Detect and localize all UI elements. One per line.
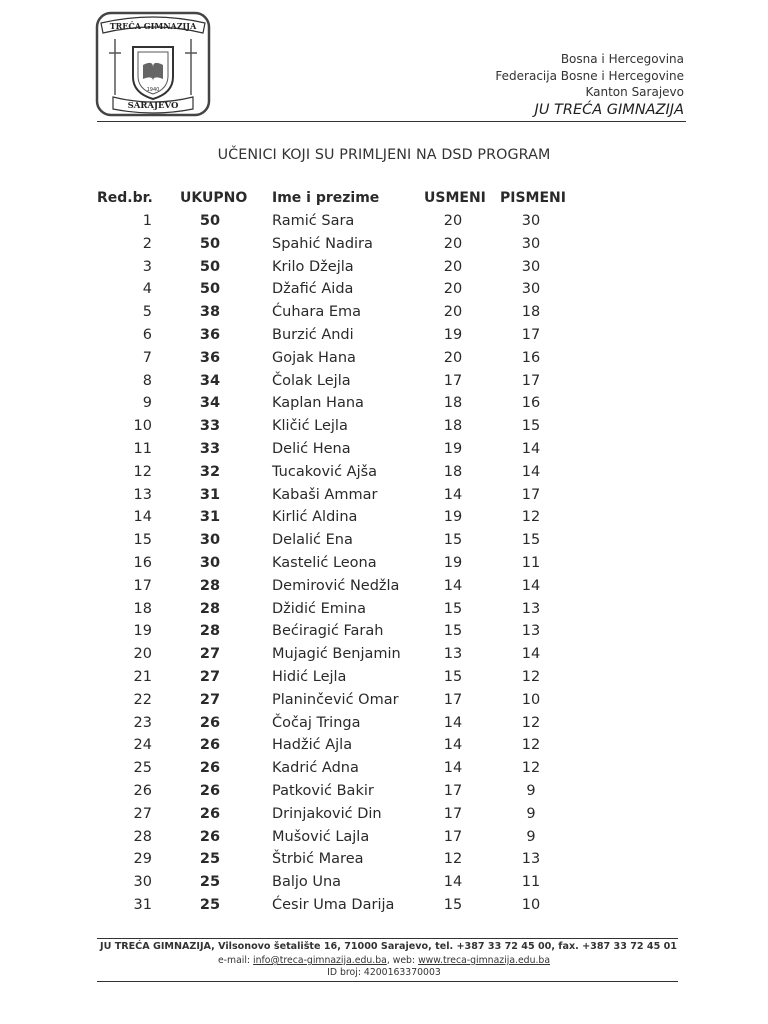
row-written: 15 [521, 532, 541, 549]
row-number: 26 [133, 783, 152, 799]
row-name: Gojak Hana [272, 349, 356, 366]
row-written: 17 [521, 327, 541, 343]
row-written: 30 [521, 281, 541, 298]
row-written: 17 [521, 372, 541, 389]
row-number: 19 [133, 623, 152, 640]
row-number: 7 [142, 349, 152, 366]
row-number: 4 [142, 281, 152, 298]
row-oral: 20 [443, 304, 463, 321]
row-total: 33 [199, 418, 221, 435]
row-number: 20 [133, 646, 152, 663]
row-number: 1 [142, 213, 152, 229]
row-written: 10 [521, 691, 541, 708]
row-name: Džidić Emina [272, 600, 367, 617]
row-oral: 20 [443, 213, 463, 229]
footer-address: JU TREĆA GIMNAZIJA, Vilsonovo šetalište 16, 71000 Sarajevo, tel. +387 33 72 45 00, fax. +387 33 72 45 01 [100, 941, 677, 952]
row-name: Hidić Lejla [272, 669, 347, 685]
table-row [0, 601, 768, 624]
table-row [0, 555, 768, 578]
table-row [0, 259, 768, 282]
row-number: 6 [142, 327, 152, 343]
table-row [0, 669, 768, 692]
row-oral: 20 [443, 281, 463, 298]
row-oral: 17 [443, 691, 463, 708]
row-total: 26 [199, 760, 221, 777]
footer-contact [0, 955, 768, 966]
row-total: 38 [199, 304, 221, 321]
row-name: Spahić Nadira [272, 235, 373, 252]
row-written: 12 [521, 669, 541, 685]
institution-federation: Federacija Bosne i Hercegovine [495, 68, 684, 83]
row-written: 13 [521, 600, 541, 617]
table-row [0, 373, 768, 396]
row-name: Mušović Lajla [272, 828, 370, 845]
table-row [0, 236, 768, 259]
row-name: Kadrić Adna [272, 760, 359, 777]
footer-web-label: , web: [386, 955, 416, 966]
row-total: 28 [199, 600, 221, 617]
row-name: Kaplan Hana [272, 395, 364, 412]
table-row [0, 350, 768, 373]
row-total: 34 [199, 372, 221, 389]
row-name: Krilo Džejla [272, 258, 354, 275]
row-total: 26 [199, 805, 221, 822]
row-name: Bećiragić Farah [272, 623, 384, 640]
table-row [0, 715, 768, 738]
row-written: 16 [521, 395, 541, 412]
row-name: Ćuhara Ema [272, 304, 362, 321]
row-oral: 19 [443, 555, 463, 571]
table-row [0, 281, 768, 304]
row-total: 30 [199, 532, 221, 549]
table-row [0, 464, 768, 487]
row-number: 16 [133, 555, 152, 571]
row-total: 27 [199, 669, 221, 685]
table-row [0, 623, 768, 646]
row-name: Delalić Ena [272, 532, 353, 549]
row-oral: 14 [443, 737, 463, 754]
row-written: 30 [521, 213, 541, 229]
row-oral: 20 [443, 235, 463, 252]
table-row [0, 737, 768, 760]
row-name: Demirović Nedžla [272, 577, 400, 594]
institution-school-name: JU TREĆA GIMNAZIJA [534, 101, 684, 118]
row-oral: 18 [443, 463, 463, 480]
logo-year: 1940 [146, 87, 160, 93]
row-number: 18 [133, 600, 152, 617]
row-number: 5 [142, 304, 152, 321]
row-name: Čolak Lejla [272, 372, 351, 389]
row-total: 31 [199, 486, 221, 503]
row-total: 50 [199, 235, 221, 252]
row-written: 15 [521, 418, 541, 435]
logo-bottom-text: SARAJEVO [127, 101, 179, 111]
footer-divider-top [97, 938, 678, 939]
row-written: 16 [521, 349, 541, 366]
row-name: Burzić Andi [272, 327, 354, 343]
header-ukupno: UKUPNO [180, 190, 248, 206]
row-number: 10 [133, 418, 152, 435]
table-row [0, 692, 768, 715]
row-number: 22 [133, 691, 152, 708]
row-total: 32 [199, 463, 221, 480]
row-oral: 15 [443, 897, 463, 913]
institution-block [495, 51, 684, 118]
document-title: UČENICI KOJI SU PRIMLJENI NA DSD PROGRAM [217, 147, 551, 163]
row-number: 8 [142, 372, 152, 389]
row-oral: 14 [443, 714, 463, 731]
school-logo [93, 9, 213, 119]
table-row [0, 418, 768, 441]
footer-email-link[interactable]: info@treca-gimnazija.edu.ba [253, 955, 387, 966]
table-row [0, 509, 768, 532]
row-oral: 19 [443, 441, 463, 457]
row-written: 9 [526, 805, 536, 822]
row-oral: 15 [443, 600, 463, 617]
row-name: Štrbić Marea [272, 851, 364, 868]
row-total: 33 [199, 441, 221, 457]
row-total: 25 [199, 851, 221, 868]
table-row [0, 395, 768, 418]
row-written: 13 [521, 851, 541, 868]
table-row [0, 760, 768, 783]
row-oral: 20 [443, 258, 463, 275]
table-row [0, 851, 768, 874]
row-total: 34 [199, 395, 221, 412]
row-written: 11 [521, 874, 541, 891]
row-written: 11 [521, 555, 541, 571]
institution-canton: Kanton Sarajevo [585, 85, 684, 99]
row-number: 13 [133, 486, 152, 503]
footer-web-link[interactable]: www.treca-gimnazija.edu.ba [418, 955, 551, 966]
row-oral: 15 [443, 623, 463, 640]
row-number: 30 [133, 874, 152, 891]
row-number: 29 [133, 851, 152, 868]
row-name: Ćesir Uma Darija [272, 897, 395, 913]
row-number: 2 [142, 235, 152, 252]
row-written: 12 [521, 737, 541, 754]
table-row [0, 213, 768, 236]
header-pismeni: PISMENI [500, 190, 566, 206]
row-oral: 19 [443, 327, 463, 343]
header-usmeni: USMENI [424, 190, 486, 206]
row-total: 27 [199, 691, 221, 708]
table-row [0, 304, 768, 327]
row-number: 23 [133, 714, 152, 731]
table-row [0, 327, 768, 350]
row-oral: 18 [443, 418, 463, 435]
table-row [0, 874, 768, 897]
row-written: 14 [521, 463, 541, 480]
row-name: Čočaj Tringa [272, 714, 361, 731]
row-oral: 15 [443, 669, 463, 685]
row-number: 28 [133, 828, 152, 845]
row-oral: 14 [443, 486, 463, 503]
row-number: 12 [133, 463, 152, 480]
header-red-br: Red.br. [97, 190, 153, 206]
table-row [0, 578, 768, 601]
row-oral: 14 [443, 577, 463, 594]
row-name: Mujagić Benjamin [272, 646, 401, 663]
row-total: 30 [199, 555, 221, 571]
row-number: 14 [133, 509, 152, 526]
row-written: 18 [521, 304, 541, 321]
table-row [0, 532, 768, 555]
row-number: 17 [133, 577, 152, 594]
row-total: 26 [199, 737, 221, 754]
row-oral: 17 [443, 783, 463, 799]
table-row [0, 646, 768, 669]
row-number: 24 [133, 737, 152, 754]
row-written: 14 [521, 646, 541, 663]
row-name: Kabaši Ammar [272, 486, 378, 503]
row-name: Hadžić Ajla [272, 737, 353, 754]
row-written: 30 [521, 258, 541, 275]
row-oral: 17 [443, 372, 463, 389]
row-total: 28 [199, 623, 221, 640]
row-written: 30 [521, 235, 541, 252]
table-row [0, 897, 768, 920]
row-total: 50 [199, 258, 221, 275]
row-name: Drinjaković Din [272, 805, 382, 822]
row-written: 9 [526, 783, 536, 799]
table-row [0, 487, 768, 510]
row-written: 17 [521, 486, 541, 503]
row-name: Delić Hena [272, 441, 351, 457]
row-number: 3 [142, 258, 152, 275]
row-number: 11 [133, 441, 152, 457]
row-total: 36 [199, 349, 221, 366]
row-oral: 14 [443, 874, 463, 891]
row-oral: 14 [443, 760, 463, 777]
row-number: 9 [142, 395, 152, 412]
row-oral: 19 [443, 509, 463, 526]
row-written: 12 [521, 714, 541, 731]
row-name: Džafić Aida [272, 281, 354, 298]
row-written: 9 [526, 828, 536, 845]
footer-email-label: e-mail: [217, 955, 251, 966]
table-row [0, 806, 768, 829]
row-written: 10 [521, 897, 541, 913]
row-name: Kirlić Aldina [272, 509, 358, 526]
row-total: 26 [199, 714, 221, 731]
row-total: 26 [199, 783, 221, 799]
footer-id-number: ID broj: 4200163370003 [327, 967, 441, 978]
row-name: Tucaković Ajša [272, 463, 378, 480]
table-row [0, 783, 768, 806]
row-oral: 13 [443, 646, 463, 663]
row-written: 13 [521, 623, 541, 640]
row-total: 27 [199, 646, 221, 663]
row-written: 12 [521, 760, 541, 777]
table-row [0, 441, 768, 464]
row-name: Patković Bakir [272, 783, 374, 799]
row-oral: 17 [443, 805, 463, 822]
row-number: 25 [133, 760, 152, 777]
header-ime-prezime: Ime i prezime [272, 190, 380, 206]
row-total: 50 [199, 213, 221, 229]
row-number: 15 [133, 532, 152, 549]
row-name: Ramić Sara [272, 213, 355, 229]
footer-divider-bottom [97, 981, 678, 982]
row-written: 14 [521, 577, 541, 594]
row-name: Kastelić Leona [272, 555, 377, 571]
row-oral: 15 [443, 532, 463, 549]
row-oral: 12 [443, 851, 463, 868]
table-row [0, 829, 768, 852]
logo-top-text: TREĆA GIMNAZIJA [109, 21, 197, 31]
row-name: Kličić Lejla [272, 418, 348, 435]
row-number: 27 [133, 805, 152, 822]
institution-country: Bosna i Hercegovina [560, 52, 684, 66]
row-name: Baljo Una [272, 874, 342, 891]
row-total: 25 [199, 897, 221, 913]
header-divider [97, 121, 686, 122]
row-oral: 18 [443, 395, 463, 412]
row-name: Planinčević Omar [272, 691, 399, 708]
row-written: 12 [521, 509, 541, 526]
row-oral: 20 [443, 349, 463, 366]
row-oral: 17 [443, 828, 463, 845]
row-total: 31 [199, 509, 221, 526]
row-written: 14 [521, 441, 541, 457]
row-number: 21 [133, 669, 152, 685]
row-total: 25 [199, 874, 221, 891]
row-number: 31 [133, 897, 152, 913]
row-total: 50 [199, 281, 221, 298]
row-total: 28 [199, 577, 221, 594]
row-total: 36 [199, 327, 221, 343]
row-total: 26 [199, 828, 221, 845]
